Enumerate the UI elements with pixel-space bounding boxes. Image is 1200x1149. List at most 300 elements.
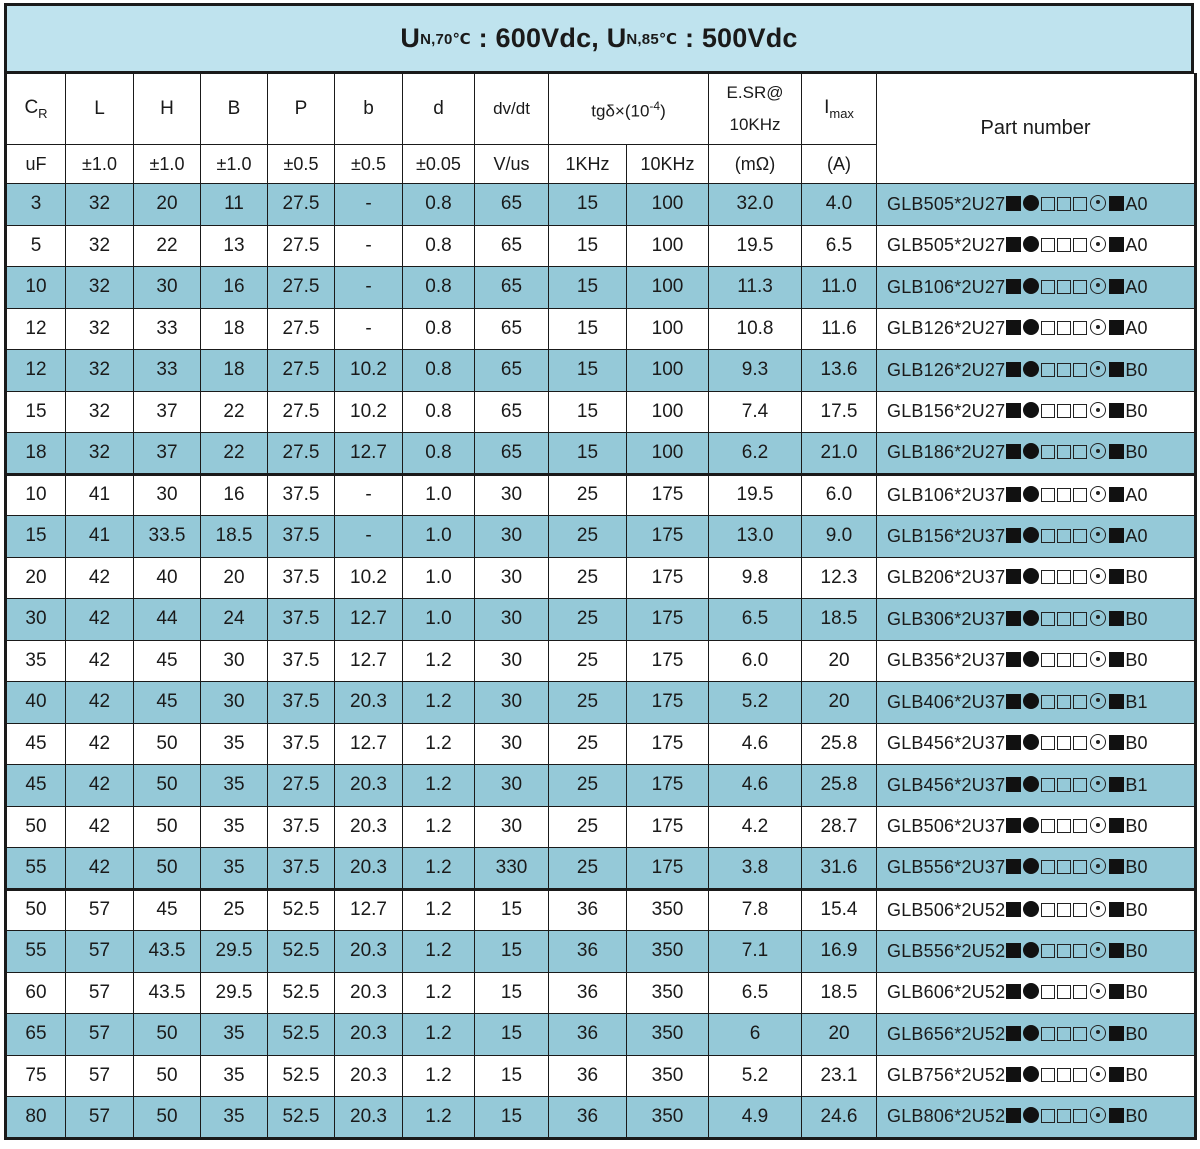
circled-dot-icon: [1090, 693, 1106, 709]
empty-square-icon: [1041, 529, 1055, 543]
filled-square-icon: [1109, 362, 1124, 377]
table-row: [6, 433, 1196, 475]
cell-b: 30: [201, 640, 268, 682]
cell-l: 42: [66, 723, 134, 765]
filled-square-icon: [1006, 320, 1021, 335]
cell-d: 1.2: [403, 889, 475, 931]
table-row: [6, 682, 1196, 724]
cell-l: 32: [66, 267, 134, 309]
table-row: [6, 267, 1196, 309]
cell-b: 18: [201, 308, 268, 350]
cell-imax: 31.6: [802, 848, 877, 890]
cell-dvdt: 30: [475, 516, 549, 558]
cell-tg-1khz: 15: [549, 308, 627, 350]
cell-tg-1khz: 15: [549, 350, 627, 392]
cell-b: 11: [201, 184, 268, 226]
col-lead-diameter: d: [403, 74, 475, 145]
cell-cr: 12: [6, 308, 66, 350]
part-number-suffix: B0: [1125, 442, 1148, 463]
empty-square-icon: [1057, 404, 1071, 418]
cell-imax: 18.5: [802, 599, 877, 641]
cell-part-number: [877, 599, 1196, 641]
cell-tg-10khz: 100: [627, 433, 709, 475]
filled-square-icon: [1006, 279, 1021, 294]
unit-l: ±1.0: [66, 145, 134, 184]
table-row: [6, 972, 1196, 1014]
empty-square-icon: [1057, 321, 1071, 335]
table-row: [6, 225, 1196, 267]
filled-square-icon: [1006, 528, 1021, 543]
cell-imax: 12.3: [802, 557, 877, 599]
part-number-suffix: A0: [1125, 276, 1148, 297]
filled-circle-icon: [1023, 610, 1039, 626]
cell-l: 32: [66, 433, 134, 475]
table-row: [6, 765, 1196, 807]
part-number-prefix: GLB506*2U37: [887, 816, 1006, 837]
filled-circle-icon: [1023, 527, 1039, 543]
cell-imax: 23.1: [802, 1055, 877, 1097]
cell-b-small: 12.7: [335, 723, 403, 765]
cell-l: 57: [66, 1097, 134, 1139]
empty-square-icon: [1041, 238, 1055, 252]
cell-part-number: [877, 308, 1196, 350]
filled-square-icon: [1006, 735, 1021, 750]
cell-dvdt: 65: [475, 350, 549, 392]
table-row: [6, 391, 1196, 433]
cell-tg-10khz: 350: [627, 972, 709, 1014]
title-v70: : 600Vdc,: [470, 23, 607, 53]
cell-part-number: [877, 931, 1196, 973]
cell-cr: 80: [6, 1097, 66, 1139]
empty-square-icon: [1041, 736, 1055, 750]
cell-l: 41: [66, 474, 134, 516]
cell-d: 1.2: [403, 848, 475, 890]
cell-l: 32: [66, 308, 134, 350]
cell-b: 35: [201, 723, 268, 765]
cell-h: 33: [134, 308, 201, 350]
empty-square-icon: [1041, 1068, 1055, 1082]
part-number-prefix: GLB656*2U52: [887, 1023, 1006, 1044]
spec-sheet: [4, 3, 1194, 1140]
cell-tg-1khz: 36: [549, 1014, 627, 1056]
filled-square-icon: [1006, 859, 1021, 874]
cell-b-small: 20.3: [335, 1055, 403, 1097]
empty-square-icon: [1057, 238, 1071, 252]
table-row: [6, 1055, 1196, 1097]
filled-circle-icon: [1023, 236, 1039, 252]
spec-table-body: [6, 184, 1196, 1139]
cell-h: 45: [134, 640, 201, 682]
cell-b: 18.5: [201, 516, 268, 558]
empty-square-icon: [1073, 653, 1087, 667]
part-number-suffix: B0: [1125, 1106, 1148, 1127]
cell-part-number: [877, 765, 1196, 807]
cell-p: 52.5: [268, 972, 335, 1014]
cell-d: 1.2: [403, 972, 475, 1014]
cell-cr: 15: [6, 516, 66, 558]
filled-square-icon: [1006, 652, 1021, 667]
cell-imax: 6.5: [802, 225, 877, 267]
cell-d: 1.0: [403, 516, 475, 558]
cell-dvdt: 30: [475, 723, 549, 765]
cell-tg-1khz: 15: [549, 391, 627, 433]
cell-esr: 4.2: [709, 806, 802, 848]
filled-circle-icon: [1023, 651, 1039, 667]
cell-l: 57: [66, 972, 134, 1014]
empty-square-icon: [1041, 280, 1055, 294]
cell-tg-1khz: 25: [549, 474, 627, 516]
empty-square-icon: [1073, 529, 1087, 543]
cell-b: 13: [201, 225, 268, 267]
cell-esr: 4.6: [709, 765, 802, 807]
cell-tg-1khz: 25: [549, 765, 627, 807]
cell-b-small: 20.3: [335, 1097, 403, 1139]
cell-esr: 7.8: [709, 889, 802, 931]
cell-tg-10khz: 175: [627, 806, 709, 848]
circled-dot-icon: [1090, 817, 1106, 833]
cell-cr: 45: [6, 765, 66, 807]
cell-imax: 16.9: [802, 931, 877, 973]
cell-dvdt: 30: [475, 640, 549, 682]
cell-d: 1.2: [403, 1014, 475, 1056]
title-u85: U: [606, 23, 627, 53]
filled-square-icon: [1109, 859, 1124, 874]
cell-cr: 30: [6, 599, 66, 641]
cell-b-small: -: [335, 225, 403, 267]
cell-l: 32: [66, 225, 134, 267]
cell-esr: 7.1: [709, 931, 802, 973]
empty-square-icon: [1057, 695, 1071, 709]
empty-square-icon: [1073, 1068, 1087, 1082]
filled-square-icon: [1109, 652, 1124, 667]
cell-p: 37.5: [268, 599, 335, 641]
cell-tg-10khz: 100: [627, 225, 709, 267]
cell-tg-10khz: 350: [627, 1055, 709, 1097]
cell-l: 42: [66, 806, 134, 848]
cell-p: 52.5: [268, 1014, 335, 1056]
cell-dvdt: 30: [475, 474, 549, 516]
circled-dot-icon: [1090, 610, 1106, 626]
circled-dot-icon: [1090, 776, 1106, 792]
cell-tg-1khz: 25: [549, 723, 627, 765]
part-number-prefix: GLB106*2U37: [887, 484, 1006, 505]
cell-b: 35: [201, 1097, 268, 1139]
cell-b-small: -: [335, 516, 403, 558]
part-number-suffix: B0: [1125, 359, 1148, 380]
cell-dvdt: 15: [475, 1097, 549, 1139]
cell-l: 42: [66, 765, 134, 807]
cell-d: 1.2: [403, 682, 475, 724]
cell-h: 30: [134, 267, 201, 309]
cell-esr: 6.0: [709, 640, 802, 682]
cell-b: 20: [201, 557, 268, 599]
circled-dot-icon: [1090, 734, 1106, 750]
filled-square-icon: [1109, 984, 1124, 999]
filled-square-icon: [1109, 1108, 1124, 1123]
cell-p: 52.5: [268, 931, 335, 973]
col-pitch: P: [268, 74, 335, 145]
circled-dot-icon: [1090, 236, 1106, 252]
cell-dvdt: 30: [475, 806, 549, 848]
cell-esr: 6.5: [709, 972, 802, 1014]
cell-tg-10khz: 175: [627, 640, 709, 682]
cell-part-number: [877, 474, 1196, 516]
cell-l: 42: [66, 682, 134, 724]
cell-cr: 18: [6, 433, 66, 475]
cell-d: 0.8: [403, 350, 475, 392]
cell-b: 35: [201, 806, 268, 848]
cell-imax: 24.6: [802, 1097, 877, 1139]
cell-d: 1.2: [403, 931, 475, 973]
table-row: [6, 848, 1196, 890]
cell-imax: 6.0: [802, 474, 877, 516]
part-number-prefix: GLB156*2U37: [887, 525, 1006, 546]
cell-l: 32: [66, 184, 134, 226]
cell-h: 50: [134, 1014, 201, 1056]
cell-part-number: [877, 723, 1196, 765]
unit-imax: (A): [802, 145, 877, 184]
filled-square-icon: [1006, 487, 1021, 502]
empty-square-icon: [1041, 695, 1055, 709]
cell-h: 22: [134, 225, 201, 267]
filled-circle-icon: [1023, 319, 1039, 335]
empty-square-icon: [1057, 860, 1071, 874]
unit-uf: uF: [6, 145, 66, 184]
cell-dvdt: 30: [475, 557, 549, 599]
circled-dot-icon: [1090, 278, 1106, 294]
cell-esr: 19.5: [709, 474, 802, 516]
cell-b: 16: [201, 267, 268, 309]
filled-square-icon: [1006, 403, 1021, 418]
filled-square-icon: [1006, 237, 1021, 252]
cell-b-small: 12.7: [335, 433, 403, 475]
empty-square-icon: [1073, 321, 1087, 335]
empty-square-icon: [1057, 570, 1071, 584]
col-height: H: [134, 74, 201, 145]
empty-square-icon: [1041, 404, 1055, 418]
empty-square-icon: [1041, 903, 1055, 917]
empty-square-icon: [1073, 445, 1087, 459]
cell-imax: 20: [802, 682, 877, 724]
cell-p: 27.5: [268, 391, 335, 433]
cell-d: 1.2: [403, 806, 475, 848]
cell-p: 27.5: [268, 765, 335, 807]
cell-l: 57: [66, 1055, 134, 1097]
circled-dot-icon: [1090, 195, 1106, 211]
cell-d: 0.8: [403, 433, 475, 475]
cell-b-small: -: [335, 267, 403, 309]
cell-h: 43.5: [134, 931, 201, 973]
cell-imax: 9.0: [802, 516, 877, 558]
empty-square-icon: [1057, 944, 1071, 958]
cell-p: 37.5: [268, 806, 335, 848]
cell-dvdt: 15: [475, 889, 549, 931]
cell-d: 1.0: [403, 599, 475, 641]
cell-d: 1.0: [403, 557, 475, 599]
empty-square-icon: [1041, 570, 1055, 584]
cell-tg-10khz: 175: [627, 516, 709, 558]
filled-square-icon: [1006, 569, 1021, 584]
cell-h: 50: [134, 1055, 201, 1097]
filled-square-icon: [1006, 984, 1021, 999]
cell-imax: 17.5: [802, 391, 877, 433]
cell-b: 22: [201, 433, 268, 475]
cell-h: 50: [134, 848, 201, 890]
cell-b-small: 20.3: [335, 972, 403, 1014]
cell-esr: 6.2: [709, 433, 802, 475]
title-u70-sub: N,70℃: [420, 30, 471, 48]
col-part-number: Part number: [877, 74, 1196, 184]
empty-square-icon: [1041, 778, 1055, 792]
col-dvdt: dv/dt: [475, 74, 549, 145]
part-number-suffix: B0: [1125, 401, 1148, 422]
cell-tg-1khz: 25: [549, 806, 627, 848]
filled-square-icon: [1109, 487, 1124, 502]
col-esr: E.SR@ 10KHz: [709, 74, 802, 145]
filled-circle-icon: [1023, 942, 1039, 958]
filled-circle-icon: [1023, 402, 1039, 418]
table-row: [6, 350, 1196, 392]
cell-imax: 11.6: [802, 308, 877, 350]
cell-b: 35: [201, 848, 268, 890]
table-row: [6, 599, 1196, 641]
cell-imax: 15.4: [802, 889, 877, 931]
empty-square-icon: [1041, 944, 1055, 958]
cell-tg-10khz: 175: [627, 474, 709, 516]
cell-p: 27.5: [268, 350, 335, 392]
cell-tg-1khz: 36: [549, 1055, 627, 1097]
cell-imax: 28.7: [802, 806, 877, 848]
circled-dot-icon: [1090, 983, 1106, 999]
filled-circle-icon: [1023, 195, 1039, 211]
cell-tg-10khz: 175: [627, 723, 709, 765]
empty-square-icon: [1041, 860, 1055, 874]
cell-part-number: [877, 433, 1196, 475]
cell-p: 27.5: [268, 433, 335, 475]
cell-esr: 5.2: [709, 1055, 802, 1097]
part-number-suffix: B0: [1125, 982, 1148, 1003]
filled-square-icon: [1109, 694, 1124, 709]
empty-square-icon: [1041, 363, 1055, 377]
unit-1khz: 1KHz: [549, 145, 627, 184]
empty-square-icon: [1041, 488, 1055, 502]
part-number-suffix: B0: [1125, 650, 1148, 671]
cell-l: 42: [66, 848, 134, 890]
part-number-suffix: B0: [1125, 940, 1148, 961]
filled-square-icon: [1109, 1026, 1124, 1041]
filled-circle-icon: [1023, 693, 1039, 709]
table-row: [6, 640, 1196, 682]
cell-part-number: [877, 516, 1196, 558]
cell-cr: 5: [6, 225, 66, 267]
cell-tg-10khz: 175: [627, 557, 709, 599]
unit-h: ±1.0: [134, 145, 201, 184]
part-number-suffix: A0: [1125, 318, 1148, 339]
filled-square-icon: [1109, 735, 1124, 750]
cell-part-number: [877, 806, 1196, 848]
filled-square-icon: [1109, 818, 1124, 833]
cell-esr: 19.5: [709, 225, 802, 267]
circled-dot-icon: [1090, 486, 1106, 502]
empty-square-icon: [1057, 197, 1071, 211]
cell-h: 30: [134, 474, 201, 516]
filled-square-icon: [1109, 279, 1124, 294]
cell-b-small: 20.3: [335, 931, 403, 973]
filled-square-icon: [1006, 196, 1021, 211]
title-u70: U: [400, 23, 421, 53]
part-number-suffix: A0: [1125, 235, 1148, 256]
part-number-prefix: GLB806*2U52: [887, 1106, 1006, 1127]
unit-dvdt: V/us: [475, 145, 549, 184]
filled-square-icon: [1006, 902, 1021, 917]
cell-l: 42: [66, 599, 134, 641]
cell-esr: 32.0: [709, 184, 802, 226]
unit-d: ±0.05: [403, 145, 475, 184]
cell-b: 16: [201, 474, 268, 516]
cell-l: 57: [66, 1014, 134, 1056]
empty-square-icon: [1073, 280, 1087, 294]
part-number-suffix: B0: [1125, 733, 1148, 754]
cell-cr: 12: [6, 350, 66, 392]
cell-cr: 10: [6, 267, 66, 309]
cell-tg-10khz: 100: [627, 184, 709, 226]
cell-b-small: 20.3: [335, 806, 403, 848]
empty-square-icon: [1073, 819, 1087, 833]
cell-h: 45: [134, 682, 201, 724]
cell-tg-10khz: 175: [627, 848, 709, 890]
empty-square-icon: [1073, 612, 1087, 626]
cell-dvdt: 30: [475, 599, 549, 641]
table-row: [6, 889, 1196, 931]
cell-tg-1khz: 36: [549, 972, 627, 1014]
cell-tg-10khz: 100: [627, 350, 709, 392]
cell-b: 35: [201, 765, 268, 807]
cell-b: 35: [201, 1014, 268, 1056]
circled-dot-icon: [1090, 858, 1106, 874]
cell-h: 33: [134, 350, 201, 392]
cell-tg-1khz: 36: [549, 889, 627, 931]
part-number-suffix: B0: [1125, 567, 1148, 588]
circled-dot-icon: [1090, 319, 1106, 335]
filled-square-icon: [1109, 902, 1124, 917]
part-number-suffix: A0: [1125, 525, 1148, 546]
filled-square-icon: [1109, 777, 1124, 792]
empty-square-icon: [1073, 570, 1087, 584]
cell-dvdt: 15: [475, 931, 549, 973]
circled-dot-icon: [1090, 568, 1106, 584]
circled-dot-icon: [1090, 901, 1106, 917]
filled-circle-icon: [1023, 817, 1039, 833]
cell-esr: 3.8: [709, 848, 802, 890]
empty-square-icon: [1073, 860, 1087, 874]
circled-dot-icon: [1090, 443, 1106, 459]
cell-l: 42: [66, 557, 134, 599]
empty-square-icon: [1041, 819, 1055, 833]
cell-h: 50: [134, 1097, 201, 1139]
cell-b-small: 20.3: [335, 682, 403, 724]
cell-cr: 55: [6, 931, 66, 973]
empty-square-icon: [1057, 985, 1071, 999]
filled-square-icon: [1006, 362, 1021, 377]
cell-b: 29.5: [201, 931, 268, 973]
part-number-prefix: GLB556*2U37: [887, 857, 1006, 878]
cell-b: 35: [201, 1055, 268, 1097]
empty-square-icon: [1073, 903, 1087, 917]
cell-cr: 60: [6, 972, 66, 1014]
cell-b-small: 12.7: [335, 889, 403, 931]
cell-cr: 40: [6, 682, 66, 724]
part-number-prefix: GLB156*2U27: [887, 401, 1006, 422]
